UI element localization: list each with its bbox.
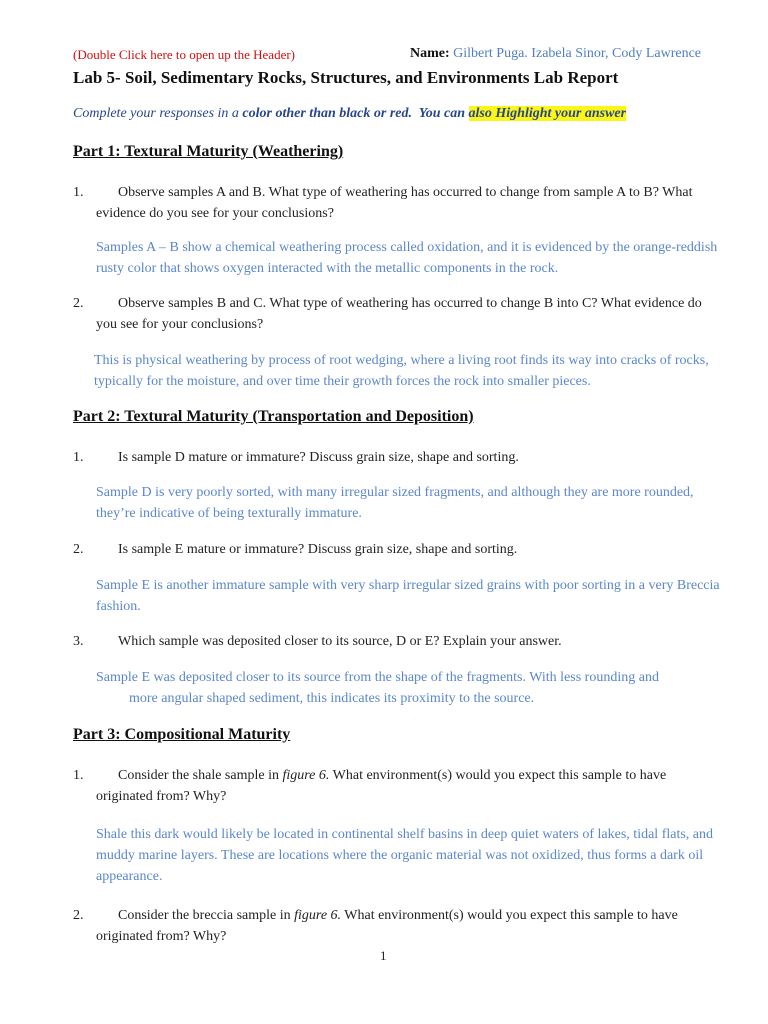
figure-reference: figure 6. [294, 908, 342, 923]
instructions-text-2: color other than black or red. [242, 106, 412, 121]
part-2-answer-2[interactable]: Sample E is another immature sample with very sharp irregular sized grains with poor sorting in a very Breccia fashion. [96, 578, 720, 614]
question-text: Is sample D mature or immature? Discuss grain size, shape and sorting. [118, 450, 519, 465]
question-text-after: What environment(s) would you expect this sample to have originated from? Why? [96, 908, 678, 944]
question-number: 3. [73, 634, 84, 649]
name-label: Name: [410, 46, 450, 61]
figure-reference: figure 6. [282, 768, 330, 783]
part-1-heading: Part 1: Textural Maturity (Weathering) [73, 143, 344, 160]
question-number: 1. [73, 185, 84, 200]
question-number: 2. [73, 296, 84, 311]
question-number: 2. [73, 908, 84, 923]
part-2-question-2 [73, 539, 723, 560]
page-number: 1 [380, 948, 387, 963]
instructions-text-1: Complete your responses in a [73, 106, 243, 121]
question-text-before: Consider the shale sample in [118, 768, 283, 783]
question-number: 1. [73, 768, 84, 783]
question-text-before: Consider the breccia sample in [118, 908, 295, 923]
part-2-answer-1[interactable]: Sample D is very poorly sorted, with many irregular sized fragments, and although they are more rounded, they’re indicative of being texturally immature. [96, 485, 694, 521]
question-number: 2. [73, 542, 84, 557]
name-line [410, 46, 701, 62]
question-text: Observe samples A and B. What type of weathering has occurred to change from sample A to B? What evidence do you see for your conclusions? [96, 185, 693, 221]
part-2-answer-3[interactable] [96, 667, 726, 709]
question-text-after: What environment(s) would you expect this sample to have originated from? Why? [96, 768, 667, 804]
question-text: Is sample E mature or immature? Discuss grain size, shape and sorting. [118, 542, 518, 557]
part-1-question-2 [73, 293, 723, 335]
document-title: Lab 5- Soil, Sedimentary Rocks, Structures, and Environments Lab Report [73, 68, 619, 87]
question-number: 1. [73, 450, 84, 465]
part-1-answer-1[interactable]: Samples A – B show a chemical weathering process called oxidation, and it is evidenced by the orange-reddish rusty color that shows oxygen interacted with the metallic components in the rock. [96, 240, 718, 276]
answer-line-2: more angular shaped sediment, this indicates its proximity to the source. [129, 691, 535, 706]
instructions-highlight: also Highlight your answer [468, 106, 627, 121]
answer-line-1: Sample E was deposited closer to its source from the shape of the fragments. With less rounding and [96, 670, 659, 685]
instructions-text-3: You can [412, 106, 469, 121]
part-2-question-1 [73, 447, 723, 468]
question-text [73, 765, 723, 807]
question-text: Observe samples B and C. What type of weathering has occurred to change B into C? What evidence do you see for your conclusions? [96, 296, 702, 332]
instructions [73, 106, 626, 122]
part-3-question-1 [73, 765, 723, 807]
part-3-answer-1[interactable]: Shale this dark would likely be located in continental shelf basins in deep quiet waters of lakes, tidal flats, and muddy marine layers. These are locations where the organic material was not oxidized, thus forms a dark oil appearance. [96, 827, 714, 884]
question-text: Which sample was deposited closer to its source, D or E? Explain your answer. [118, 634, 562, 649]
part-2-heading: Part 2: Textural Maturity (Transportation and Deposition) [73, 408, 474, 425]
part-1-answer-2[interactable]: This is physical weathering by process of root wedging, where a living root finds its way into cracks of rocks, typically for the moisture, and over time their growth forces the rock into smaller pieces. [94, 353, 709, 389]
part-2-question-3 [73, 631, 723, 652]
part-3-question-2 [73, 905, 723, 947]
header-hint[interactable]: (Double Click here to open up the Header) [73, 47, 296, 62]
part-1-question-1 [73, 182, 723, 224]
question-text [73, 905, 723, 947]
name-value[interactable]: Gilbert Puga. Izabela Sinor, Cody Lawrence [453, 46, 702, 61]
part-3-heading: Part 3: Compositional Maturity [73, 726, 291, 743]
